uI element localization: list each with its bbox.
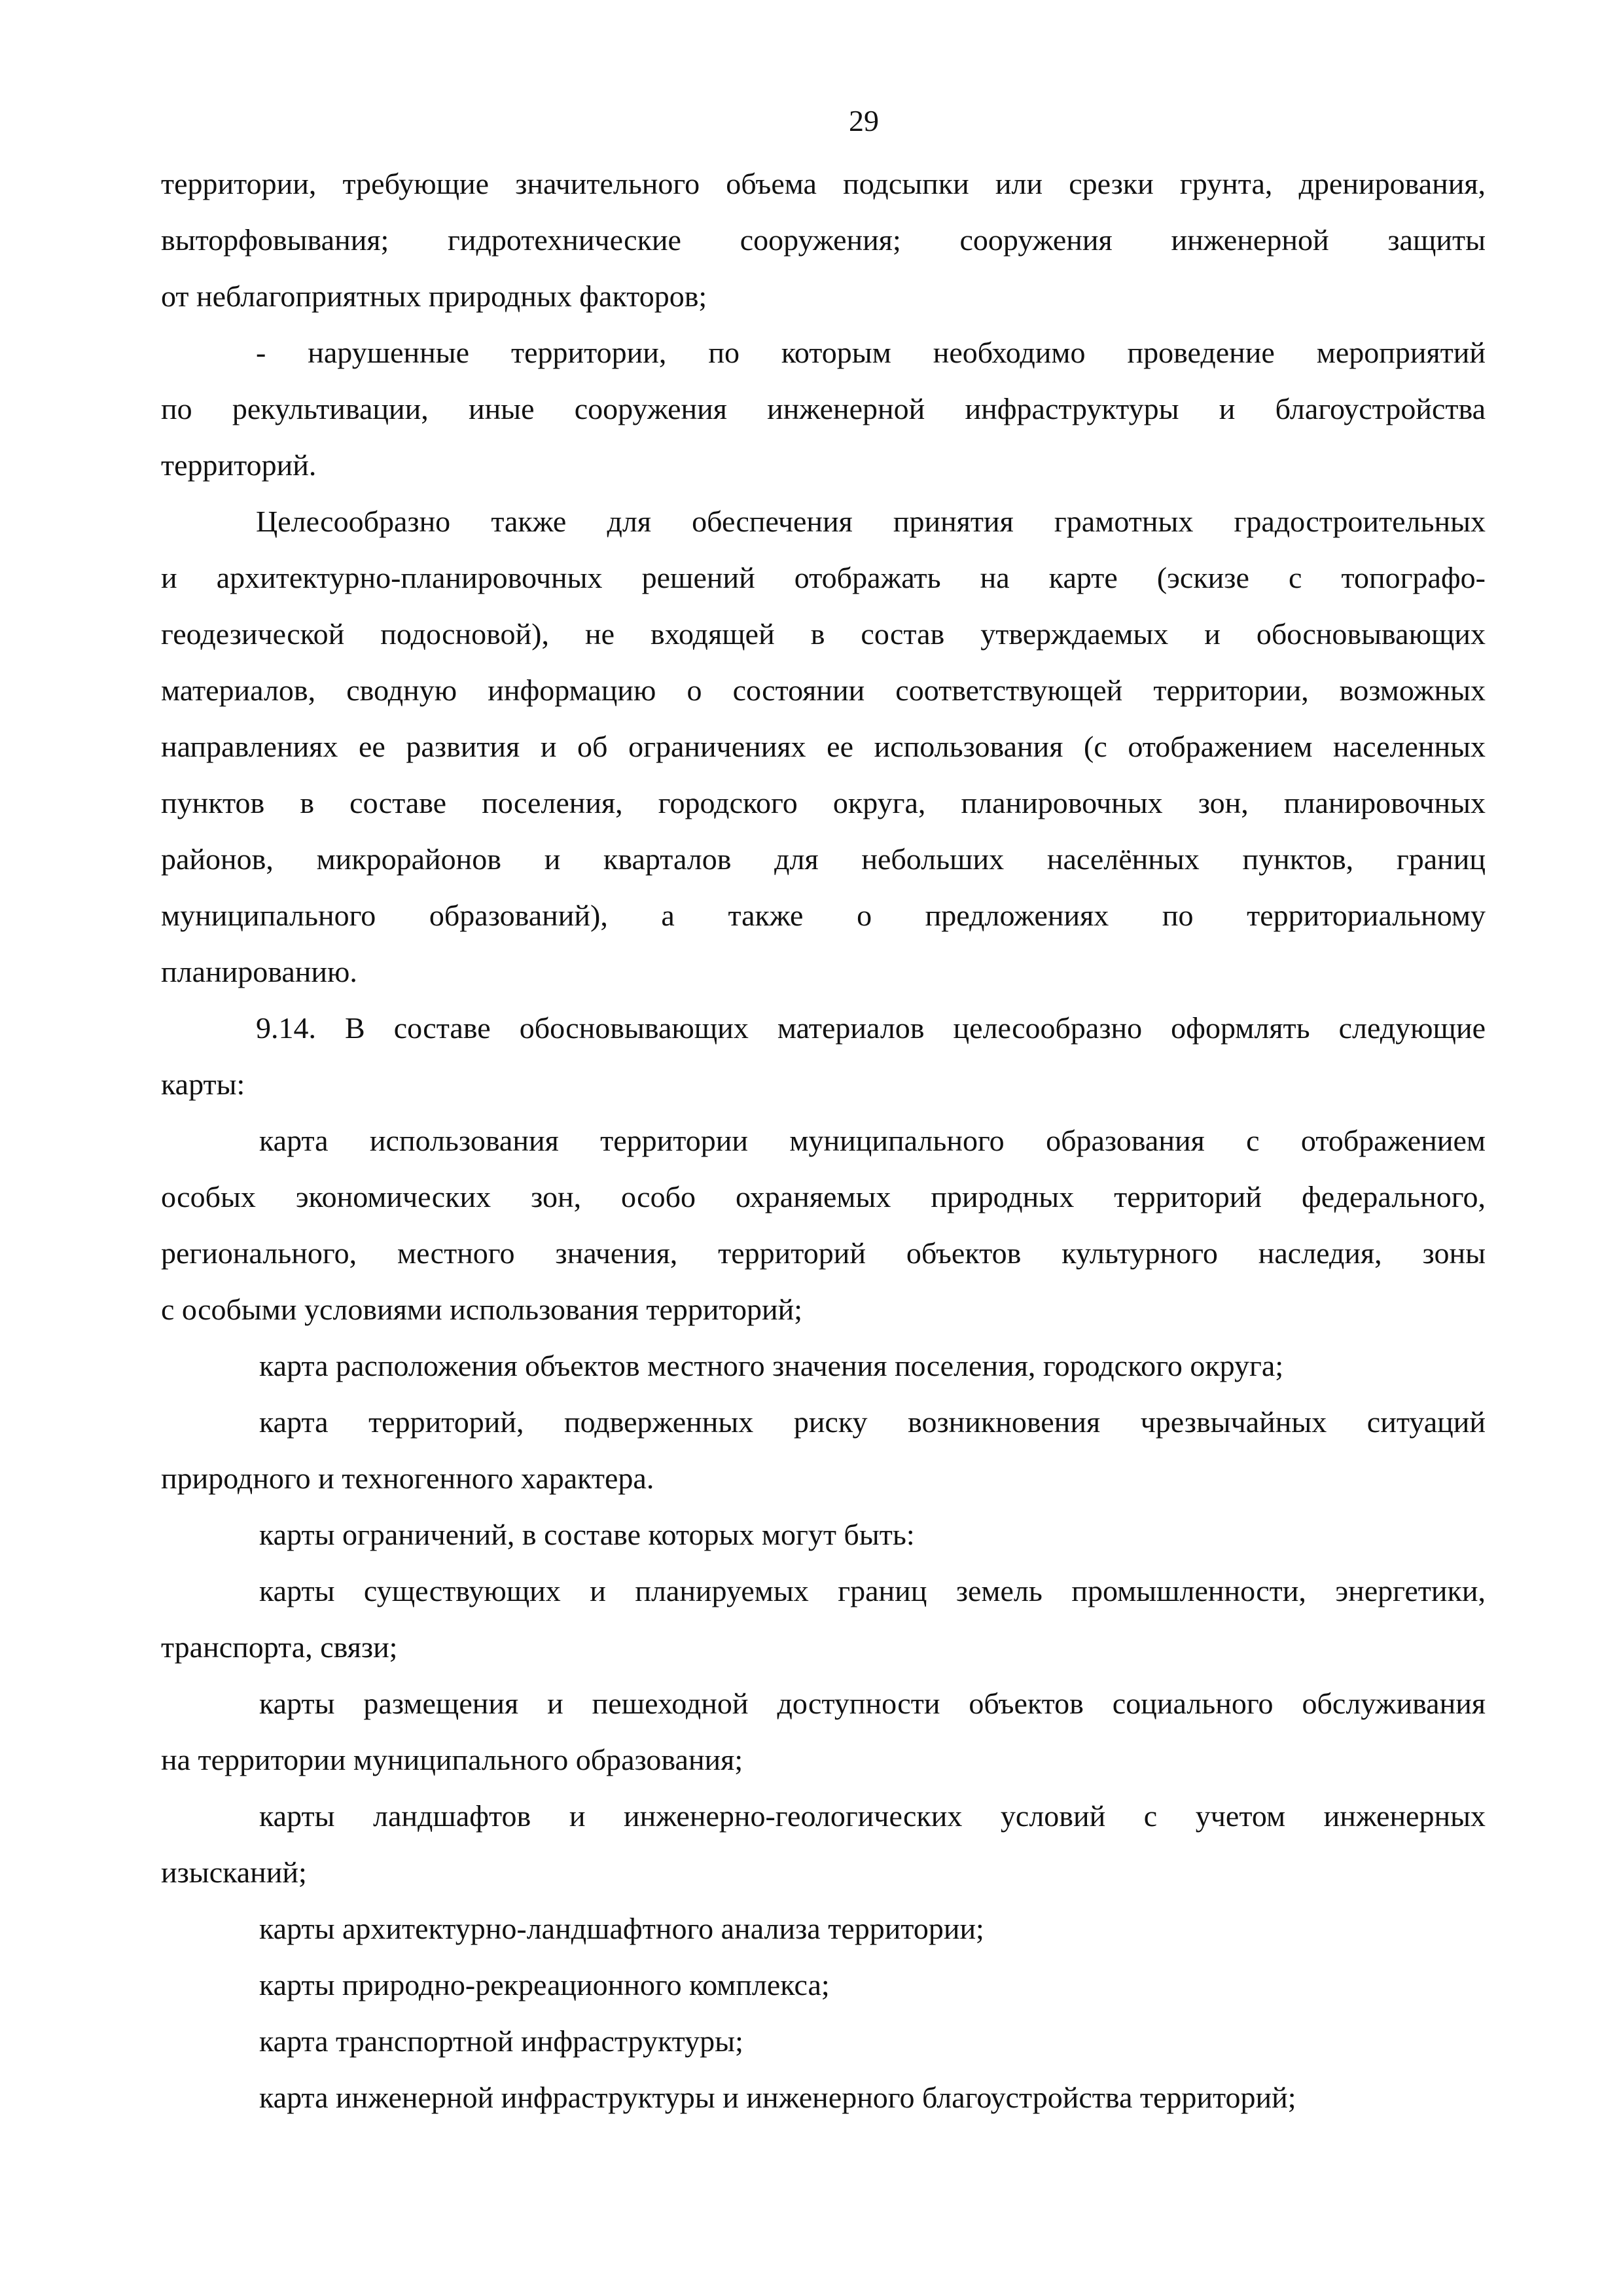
- text-line: карты:: [161, 1067, 245, 1101]
- text-line: по рекультивации, иные сооружения инженерной инфраструктуры и благоустройства: [161, 392, 1486, 425]
- text-line: изысканий;: [161, 1856, 307, 1889]
- text-line: карты природно-рекреационного комплекса;: [259, 1968, 830, 2001]
- text-line: с особыми условиями использования территорий;: [161, 1293, 803, 1326]
- text-line: карты ограничений, в составе которых могут быть:: [259, 1518, 915, 1551]
- page-number: 29: [849, 104, 879, 137]
- text-line: геодезической подосновой), не входящей в состав утверждаемых и обосновывающих: [161, 617, 1486, 651]
- text-line: транспорта, связи;: [161, 1630, 398, 1664]
- text-line: карты ландшафтов и инженерно-геологических условий с учетом инженерных: [259, 1799, 1486, 1833]
- text-line: регионального, местного значения, территорий объектов культурного наследия, зоны: [161, 1236, 1486, 1270]
- text-line: материалов, сводную информацию о состоянии соответствующей территории, возможных: [161, 673, 1486, 707]
- text-line: муниципального образований), а также о предложениях по территориальному: [161, 899, 1486, 932]
- text-line: пунктов в составе поселения, городского округа, планировочных зон, планировочных: [161, 786, 1486, 819]
- document-body: [161, 156, 1486, 2126]
- text-line: карта инженерной инфраструктуры и инженерного благоустройства территорий;: [259, 2081, 1296, 2114]
- text-line: на территории муниципального образования;: [161, 1743, 743, 1776]
- text-line: карты существующих и планируемых границ земель промышленности, энергетики,: [259, 1574, 1486, 1607]
- text-line: карты архитектурно-ландшафтного анализа территории;: [259, 1912, 984, 1945]
- text-line: природного и техногенного характера.: [161, 1462, 654, 1495]
- text-line: районов, микрорайонов и кварталов для небольших населённых пунктов, границ: [161, 842, 1486, 876]
- text-line: карта транспортной инфраструктуры;: [259, 2024, 743, 2058]
- text-line: карта использования территории муниципального образования с отображением: [259, 1124, 1486, 1157]
- text-line: и архитектурно-планировочных решений отображать на карте (эскизе с топографо-: [161, 561, 1486, 594]
- text-line: карта расположения объектов местного значения поселения, городского округа;: [259, 1349, 1284, 1382]
- text-line: направлениях ее развития и об ограничениях ее использования (с отображением населенных: [161, 730, 1486, 763]
- text-line: от неблагоприятных природных факторов;: [161, 279, 707, 313]
- text-line: территорий.: [161, 448, 317, 482]
- text-line: Целесообразно также для обеспечения принятия грамотных градостроительных: [256, 505, 1486, 538]
- text-line: планированию.: [161, 955, 357, 988]
- text-line: карты размещения и пешеходной доступности объектов социального обслуживания: [259, 1687, 1486, 1720]
- text-line: карта территорий, подверженных риску возникновения чрезвычайных ситуаций: [259, 1405, 1486, 1439]
- text-line: 9.14. В составе обосновывающих материалов целесообразно оформлять следующие: [256, 1011, 1486, 1045]
- text-line: выторфовывания; гидротехнические сооружения; сооружения инженерной защиты: [161, 223, 1486, 257]
- text-line: - нарушенные территории, по которым необходимо проведение мероприятий: [256, 336, 1486, 369]
- text-line: особых экономических зон, особо охраняемых природных территорий федерального,: [161, 1180, 1486, 1213]
- text-line: территории, требующие значительного объема подсыпки или срезки грунта, дренирования,: [161, 167, 1486, 200]
